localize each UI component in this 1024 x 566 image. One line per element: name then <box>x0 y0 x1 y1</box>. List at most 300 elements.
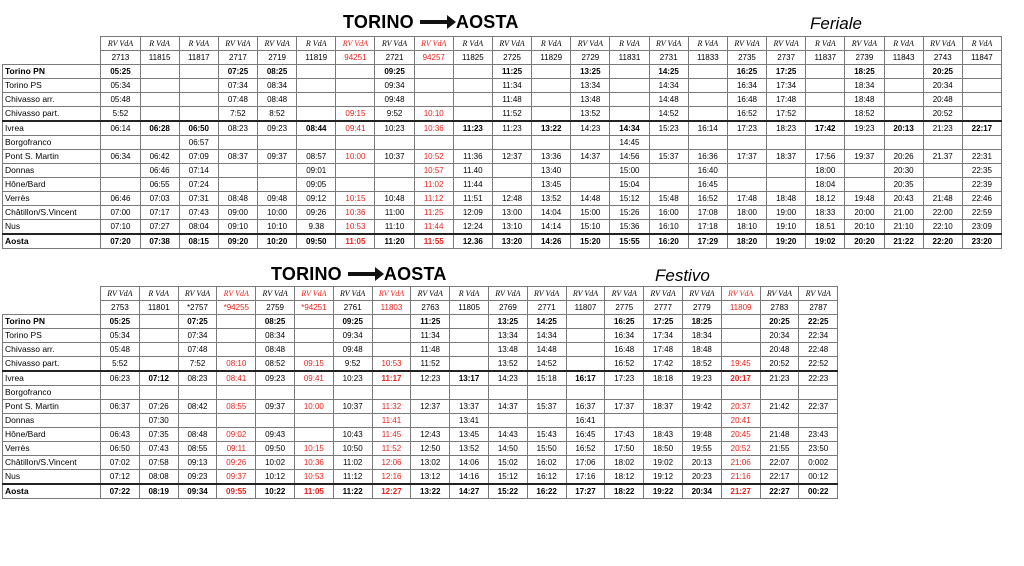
station-row <box>3 470 838 485</box>
time-cell: 14:50 <box>488 442 527 456</box>
time-cell: 18:25 <box>682 315 721 329</box>
time-cell <box>532 65 571 79</box>
time-cell: 12:37 <box>492 150 531 164</box>
time-cell <box>411 414 450 428</box>
time-cell: 18:02 <box>605 456 644 470</box>
station-name: Torino PN <box>3 65 101 79</box>
time-cell: 17:37 <box>727 150 766 164</box>
station-name: Chivasso arr. <box>3 93 101 107</box>
station-row <box>3 484 838 499</box>
time-cell: 08:15 <box>179 234 218 249</box>
time-cell: 22:07 <box>760 456 799 470</box>
train-number-row-cell: 2763 <box>411 301 450 315</box>
time-cell: 10:00 <box>258 206 297 220</box>
time-cell: 20:13 <box>884 121 923 136</box>
time-cell: 20:13 <box>682 456 721 470</box>
time-cell: 12:24 <box>453 220 492 235</box>
time-cell <box>218 136 257 150</box>
time-cell <box>294 414 333 428</box>
station-name: Verrès <box>3 192 101 206</box>
festivo-route-from: TORINO <box>271 264 342 284</box>
time-cell: 08:37 <box>218 150 257 164</box>
station-row <box>3 343 838 357</box>
time-cell: 15:12 <box>610 192 649 206</box>
time-cell: 14:16 <box>450 470 489 485</box>
operator-row-cell: RV VdA <box>411 287 450 301</box>
time-cell: 13:02 <box>411 456 450 470</box>
time-cell: 19:37 <box>845 150 884 164</box>
time-cell: 20:00 <box>845 206 884 220</box>
time-cell: 18:37 <box>644 400 683 414</box>
time-cell: 14:48 <box>571 192 610 206</box>
festivo-timetable <box>2 286 838 499</box>
time-cell <box>962 79 1001 93</box>
feriale-title <box>343 12 519 33</box>
header-blank-cell <box>3 301 101 315</box>
time-cell: 22:25 <box>799 315 838 329</box>
station-name: Châtillon/S.Vincent <box>3 456 101 470</box>
time-cell: 16:25 <box>605 315 644 329</box>
time-cell: 17:50 <box>605 442 644 456</box>
time-cell: 09:05 <box>297 178 336 192</box>
time-cell <box>375 164 414 178</box>
train-number-row-cell: 11833 <box>688 51 727 65</box>
time-cell <box>727 136 766 150</box>
time-cell <box>217 386 256 400</box>
time-cell <box>218 164 257 178</box>
time-cell: 19:10 <box>767 220 806 235</box>
time-cell: 20:25 <box>923 65 962 79</box>
time-cell: 17:08 <box>688 206 727 220</box>
time-cell: 05:34 <box>101 79 140 93</box>
time-cell: 21:10 <box>884 220 923 235</box>
time-cell: 13:41 <box>450 414 489 428</box>
time-cell: 10:12 <box>256 470 295 485</box>
operator-row-cell: RV VdA <box>799 287 838 301</box>
time-cell: 07:03 <box>140 192 179 206</box>
time-cell: 13:52 <box>571 107 610 122</box>
station-row <box>3 315 838 329</box>
train-number-row-cell: 11815 <box>140 51 179 65</box>
time-cell: 10:48 <box>375 192 414 206</box>
time-cell: 18:04 <box>806 178 845 192</box>
time-cell: 19:48 <box>845 192 884 206</box>
time-cell <box>218 178 257 192</box>
station-row <box>3 136 1002 150</box>
station-name: Borgofranco <box>3 136 101 150</box>
time-cell: 21:23 <box>760 371 799 386</box>
time-cell: 11:25 <box>411 315 450 329</box>
time-cell: 07:48 <box>218 93 257 107</box>
time-cell: 09:37 <box>217 470 256 485</box>
time-cell: 09:41 <box>336 121 375 136</box>
time-cell <box>414 136 453 150</box>
time-cell <box>727 164 766 178</box>
time-cell: 22:17 <box>760 470 799 485</box>
operator-row-cell: R VdA <box>453 37 492 51</box>
operator-row-cell: RV VdA <box>218 37 257 51</box>
operator-row-cell: RV VdA <box>605 287 644 301</box>
train-number-row-cell: 2743 <box>923 51 962 65</box>
time-cell <box>140 107 179 122</box>
time-cell: 08:41 <box>217 371 256 386</box>
time-cell <box>566 357 605 372</box>
time-cell <box>845 178 884 192</box>
station-name: Pont S. Martin <box>3 150 101 164</box>
time-cell: 06:50 <box>101 442 140 456</box>
time-cell: 06:42 <box>140 150 179 164</box>
time-cell: 20:52 <box>721 442 760 456</box>
train-number-row <box>3 301 838 315</box>
time-cell: 23:09 <box>962 220 1001 235</box>
time-cell: 22:34 <box>799 329 838 343</box>
time-cell: 10:53 <box>294 470 333 485</box>
time-cell: 18:52 <box>682 357 721 372</box>
operator-row <box>3 37 1002 51</box>
time-cell: 09:48 <box>258 192 297 206</box>
time-cell: 06:28 <box>140 121 179 136</box>
operator-row-cell: RV VdA <box>488 287 527 301</box>
time-cell <box>139 315 178 329</box>
station-name: Aosta <box>3 484 101 499</box>
time-cell: 5:52 <box>101 357 140 372</box>
time-cell: 21:16 <box>721 470 760 485</box>
time-cell <box>532 136 571 150</box>
time-cell: 11:23 <box>453 121 492 136</box>
station-name: Torino PS <box>3 79 101 93</box>
time-cell <box>333 414 372 428</box>
arrow-right-icon <box>348 272 378 276</box>
time-cell: 17:06 <box>566 456 605 470</box>
time-cell: 15:00 <box>610 164 649 178</box>
time-cell: 08:55 <box>217 400 256 414</box>
time-cell: 08:04 <box>179 220 218 235</box>
time-cell: 09:48 <box>375 93 414 107</box>
time-cell: 17:27 <box>566 484 605 499</box>
time-cell: 14:25 <box>527 315 566 329</box>
time-cell: 07:34 <box>218 79 257 93</box>
time-cell <box>297 107 336 122</box>
time-cell: 09:25 <box>333 315 372 329</box>
header-blank-cell <box>3 51 101 65</box>
operator-row <box>3 287 838 301</box>
station-row <box>3 178 1002 192</box>
time-cell <box>294 343 333 357</box>
time-cell <box>140 93 179 107</box>
time-cell: 09:15 <box>294 357 333 372</box>
time-cell: 06:34 <box>101 150 140 164</box>
time-cell <box>336 79 375 93</box>
station-row <box>3 93 1002 107</box>
train-number-row-cell: 94251 <box>336 51 375 65</box>
time-cell <box>256 414 295 428</box>
time-cell: 15:43 <box>527 428 566 442</box>
time-cell <box>571 178 610 192</box>
time-cell <box>688 65 727 79</box>
time-cell: 11:52 <box>411 357 450 372</box>
time-cell: 11:32 <box>372 400 411 414</box>
time-cell: 12:06 <box>372 456 411 470</box>
time-cell: 21.37 <box>923 150 962 164</box>
operator-row-cell: RV VdA <box>294 287 333 301</box>
time-cell: 09:34 <box>333 329 372 343</box>
time-cell <box>101 178 140 192</box>
time-cell: 19:23 <box>682 371 721 386</box>
time-cell: 07:43 <box>139 442 178 456</box>
time-cell: 13:34 <box>571 79 610 93</box>
time-cell: 20:10 <box>845 220 884 235</box>
header-blank-cell <box>3 287 101 301</box>
time-cell: 07:20 <box>101 234 140 249</box>
time-cell: 17:34 <box>767 79 806 93</box>
time-cell: 08:44 <box>297 121 336 136</box>
time-cell: 18:37 <box>767 150 806 164</box>
time-cell <box>688 93 727 107</box>
time-cell <box>688 107 727 122</box>
time-cell: 08:55 <box>178 442 217 456</box>
header-blank-cell <box>3 37 101 51</box>
time-cell: 17:37 <box>605 400 644 414</box>
time-cell <box>610 107 649 122</box>
time-cell <box>806 79 845 93</box>
time-cell <box>644 386 683 400</box>
train-number-row-cell: 11837 <box>806 51 845 65</box>
time-cell <box>372 315 411 329</box>
train-number-row-cell: 2729 <box>571 51 610 65</box>
time-cell <box>139 343 178 357</box>
time-cell <box>566 315 605 329</box>
time-cell: 06:23 <box>101 371 140 386</box>
time-cell: 09:11 <box>217 442 256 456</box>
time-cell: 14:37 <box>571 150 610 164</box>
time-cell: 11:00 <box>375 206 414 220</box>
time-cell: 08:25 <box>258 65 297 79</box>
train-number-row-cell: 2737 <box>767 51 806 65</box>
time-cell <box>450 343 489 357</box>
time-cell: 13:52 <box>488 357 527 372</box>
time-cell: 11:34 <box>411 329 450 343</box>
time-cell: 15:37 <box>649 150 688 164</box>
time-cell: 08:19 <box>139 484 178 499</box>
time-cell <box>566 343 605 357</box>
time-cell: 10:36 <box>336 206 375 220</box>
time-cell: 09:50 <box>256 442 295 456</box>
time-cell <box>962 65 1001 79</box>
time-cell: 07:34 <box>178 329 217 343</box>
time-cell: 16:34 <box>605 329 644 343</box>
time-cell: 12.36 <box>453 234 492 249</box>
time-cell <box>760 386 799 400</box>
time-cell: 13:00 <box>492 206 531 220</box>
time-cell: 18:10 <box>727 220 766 235</box>
time-cell <box>962 93 1001 107</box>
time-cell: 06:43 <box>101 428 140 442</box>
time-cell <box>294 315 333 329</box>
time-cell <box>101 136 140 150</box>
time-cell <box>721 315 760 329</box>
operator-row-cell: RV VdA <box>336 37 375 51</box>
time-cell: 05:48 <box>101 343 140 357</box>
time-cell: 16:45 <box>566 428 605 442</box>
time-cell: 16:00 <box>649 206 688 220</box>
station-row <box>3 442 838 456</box>
time-cell: 07:10 <box>101 220 140 235</box>
time-cell <box>453 107 492 122</box>
time-cell: 11:20 <box>375 234 414 249</box>
time-cell: 11:05 <box>294 484 333 499</box>
station-row <box>3 400 838 414</box>
time-cell: 15:23 <box>649 121 688 136</box>
operator-row-cell: RV VdA <box>845 37 884 51</box>
station-name: Nus <box>3 220 101 235</box>
time-cell: 15:37 <box>527 400 566 414</box>
time-cell <box>140 65 179 79</box>
station-row <box>3 150 1002 164</box>
time-cell: 09:34 <box>178 484 217 499</box>
time-cell: 08:23 <box>218 121 257 136</box>
time-cell: 22:59 <box>962 206 1001 220</box>
time-cell: 17:43 <box>605 428 644 442</box>
time-cell: 19:48 <box>682 428 721 442</box>
train-number-row-cell: 11807 <box>566 301 605 315</box>
time-cell <box>375 178 414 192</box>
operator-row-cell: RV VdA <box>760 287 799 301</box>
festivo-route-to: AOSTA <box>383 264 447 284</box>
time-cell: 13:36 <box>532 150 571 164</box>
time-cell: 10:53 <box>336 220 375 235</box>
time-cell: 13:48 <box>571 93 610 107</box>
time-cell: 15:36 <box>610 220 649 235</box>
time-cell: 11.40 <box>453 164 492 178</box>
time-cell <box>527 414 566 428</box>
time-cell: 07:02 <box>101 456 140 470</box>
feriale-route-to: AOSTA <box>455 12 519 32</box>
station-name: Borgofranco <box>3 386 101 400</box>
train-number-row-cell: 11803 <box>372 301 411 315</box>
time-cell <box>721 343 760 357</box>
operator-row-cell: RV VdA <box>566 287 605 301</box>
time-cell: 12:16 <box>372 470 411 485</box>
time-cell: 10:10 <box>258 220 297 235</box>
time-cell: 14:06 <box>450 456 489 470</box>
time-cell: 15:48 <box>649 192 688 206</box>
time-cell: 15:22 <box>488 484 527 499</box>
operator-row-cell: RV VdA <box>178 287 217 301</box>
time-cell <box>923 164 962 178</box>
station-name: Chivasso part. <box>3 107 101 122</box>
train-number-row-cell: 2753 <box>101 301 140 315</box>
time-cell: 16:12 <box>527 470 566 485</box>
time-cell: 10:36 <box>414 121 453 136</box>
time-cell <box>884 107 923 122</box>
time-cell <box>492 178 531 192</box>
time-cell: 11:02 <box>414 178 453 192</box>
time-cell: 13:12 <box>411 470 450 485</box>
station-name: Verrès <box>3 442 101 456</box>
time-cell: 07:27 <box>140 220 179 235</box>
time-cell: 21:27 <box>721 484 760 499</box>
time-cell <box>727 178 766 192</box>
time-cell: 10:37 <box>375 150 414 164</box>
station-row <box>3 79 1002 93</box>
time-cell: 20:45 <box>721 428 760 442</box>
time-cell <box>372 329 411 343</box>
time-cell: 10:36 <box>294 456 333 470</box>
time-cell: 14:34 <box>610 121 649 136</box>
time-cell: 21.00 <box>884 206 923 220</box>
time-cell: 14:27 <box>450 484 489 499</box>
operator-row-cell: RV VdA <box>644 287 683 301</box>
time-cell <box>571 164 610 178</box>
time-cell: 10:22 <box>256 484 295 499</box>
train-number-row-cell: 94257 <box>414 51 453 65</box>
time-cell <box>414 65 453 79</box>
train-number-row-cell: 11801 <box>139 301 178 315</box>
time-cell <box>297 79 336 93</box>
time-cell: 16:52 <box>688 192 727 206</box>
time-cell: 10:15 <box>294 442 333 456</box>
time-cell: 11:36 <box>453 150 492 164</box>
train-number-row-cell: 2739 <box>845 51 884 65</box>
time-cell <box>217 343 256 357</box>
festivo-label: Festivo <box>655 266 710 285</box>
time-cell <box>375 136 414 150</box>
time-cell: 18:52 <box>845 107 884 122</box>
time-cell <box>178 386 217 400</box>
time-cell: 11:52 <box>372 442 411 456</box>
time-cell <box>884 136 923 150</box>
time-cell: 14:48 <box>649 93 688 107</box>
time-cell: 08:48 <box>178 428 217 442</box>
station-name: Châtillon/S.Vincent <box>3 206 101 220</box>
time-cell: 11:23 <box>492 121 531 136</box>
time-cell: 12:43 <box>411 428 450 442</box>
time-cell: 06:55 <box>140 178 179 192</box>
time-cell: 7:52 <box>178 357 217 372</box>
time-cell: 09:13 <box>178 456 217 470</box>
time-cell: 9.38 <box>297 220 336 235</box>
time-cell <box>179 107 218 122</box>
time-cell: 20:48 <box>923 93 962 107</box>
time-cell: 10:02 <box>256 456 295 470</box>
train-number-row-cell: *2757 <box>178 301 217 315</box>
time-cell: 09:37 <box>256 400 295 414</box>
time-cell: 17:23 <box>605 371 644 386</box>
time-cell <box>682 414 721 428</box>
time-cell <box>799 386 838 400</box>
time-cell: 14:34 <box>527 329 566 343</box>
time-cell: 11:52 <box>492 107 531 122</box>
time-cell <box>140 79 179 93</box>
time-cell: 07:35 <box>139 428 178 442</box>
time-cell: 16:41 <box>566 414 605 428</box>
time-cell: 18:23 <box>767 121 806 136</box>
time-cell <box>101 414 140 428</box>
time-cell: 13:25 <box>571 65 610 79</box>
time-cell: 07:25 <box>218 65 257 79</box>
time-cell: 07:12 <box>139 371 178 386</box>
time-cell: 10:57 <box>414 164 453 178</box>
time-cell: 13:20 <box>492 234 531 249</box>
time-cell: 08:34 <box>258 79 297 93</box>
station-name: Torino PS <box>3 329 101 343</box>
time-cell: 14:37 <box>488 400 527 414</box>
time-cell: 11:02 <box>333 456 372 470</box>
time-cell: 09:34 <box>375 79 414 93</box>
time-cell: 07:22 <box>101 484 140 499</box>
time-cell <box>140 136 179 150</box>
time-cell: 18:48 <box>845 93 884 107</box>
